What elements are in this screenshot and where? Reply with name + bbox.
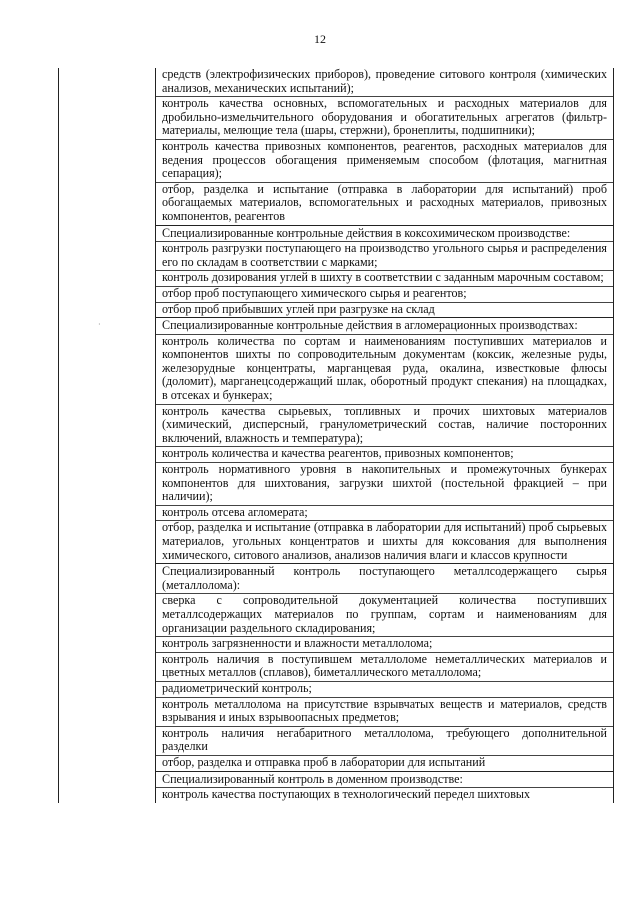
list-item: отбор, разделка и отправка проб в лаборатории для испытаний: [162, 754, 486, 769]
left-column-cell: [59, 564, 156, 771]
table-row: [59, 225, 614, 318]
list-item: контроль наличия в поступившем металлоломе неметаллических материалов и цветных металлов (сплавов), биметаллического металлолома;: [156, 653, 613, 682]
list-item: радиометрический контроль;: [156, 682, 613, 698]
section-heading: Специализированный контроль в доменном производстве:: [156, 772, 613, 789]
left-column-cell: [59, 318, 156, 564]
list-item: контроль наличия негабаритного металлолома, требующего дополнительной разделки: [156, 727, 613, 756]
page-number: 12: [314, 32, 326, 46]
list-item: отбор проб поступающего химического сырья и реагентов;: [156, 287, 613, 303]
table-row: [59, 318, 614, 564]
list-item: контроль количества по сортам и наименованиям поступивших материалов и компонентов шихты по сопроводительным документам (коксик, железные руды, железорудные концентраты, марганцевая руда, окалина, известковые флюсы (доломит), марганецсодержащий шлак, оборотный продукт спекания) на площадках, в отсеках и бункерах;: [156, 335, 613, 405]
list-item: контроль качества привозных компонентов, реагентов, расходных материалов для ведения процессов обогащения применяемым способом (флотация, магнитная сепарация);: [156, 140, 613, 183]
right-column-cell: [156, 68, 614, 225]
list-item: контроль нормативного уровня в накопительных и промежуточных бункерах компонентов для шихтования, загрузки шихтой (постельной фракцией – при наличии);: [156, 463, 613, 506]
list-item: контроль количества и качества реагентов, привозных компонентов;: [156, 447, 613, 463]
left-column-cell: [59, 771, 156, 803]
section-heading: Специализированный контроль поступающего металлсодержащего сырья (металлолома):: [156, 564, 613, 594]
section-heading: Специализированные контрольные действия в агломерационных производствах:: [156, 318, 613, 335]
right-column-cell: [156, 564, 614, 771]
left-column-cell: [59, 225, 156, 318]
list-item: контроль отсева агломерата;: [156, 506, 613, 522]
list-item: сверка с сопроводительной документацией количества поступивших металлсодержащих материалов по группам, сортам и наименованиям для организации раздельного складирования;: [156, 594, 613, 637]
right-column-cell: [156, 318, 614, 564]
list-item: отбор, разделка и испытание (отправка в лаборатории для испытаний) проб сырьевых материалов, угольных концентратов и шихты для коксования для выполнения химического, ситового анализов, анализов наличия влаги и классов крупности: [162, 520, 607, 562]
list-item: средств (электрофизических приборов), проведение ситового контроля (химических анализов, механических испытаний);: [156, 68, 613, 97]
table-row: [59, 564, 614, 771]
section-heading: Специализированные контрольные действия в коксохимическом производстве:: [156, 226, 613, 243]
margin-mark: ·: [98, 320, 101, 329]
right-column-cell: [156, 225, 614, 318]
table-row: [59, 68, 614, 225]
list-item: контроль дозирования углей в шихту в соответствии с заданным марочным составом;: [156, 271, 613, 287]
regulation-table: [58, 68, 614, 803]
right-column-cell: [156, 771, 614, 803]
table-row: [59, 771, 614, 803]
list-item: контроль качества поступающих в технологический передел шихтовых: [162, 787, 531, 802]
list-item: контроль качества сырьевых, топливных и прочих шихтовых материалов (химический, дисперсный, гранулометрический состав, наличие посторонних включений, влажность и температура);: [156, 405, 613, 448]
list-item: контроль загрязненности и влажности металлолома;: [156, 637, 613, 653]
list-item: контроль разгрузки поступающего на производство угольного сырья и распределения его по складам в соответствии с марками;: [156, 242, 613, 271]
list-item: контроль металлолома на присутствие взрывчатых веществ и материалов, средств взрывания и иных взрывоопасных предметов;: [156, 698, 613, 727]
list-item: контроль качества основных, вспомогательных и расходных материалов для дробильно-измельчительного оборудования и обогатительных агрегатов (фильтр-материалы, мелющие тела (шары, стержни), бронеплиты, подшипники);: [156, 97, 613, 140]
left-column-cell: [59, 68, 156, 225]
list-item: отбор, разделка и испытание (отправка в лаборатории для испытаний) проб обогащаемых материалов, вспомогательных и расходных материалов, привозных компонентов, реагентов: [162, 181, 607, 223]
table-body: [59, 68, 614, 803]
list-item: отбор проб прибывших углей при разгрузке на склад: [162, 301, 435, 316]
